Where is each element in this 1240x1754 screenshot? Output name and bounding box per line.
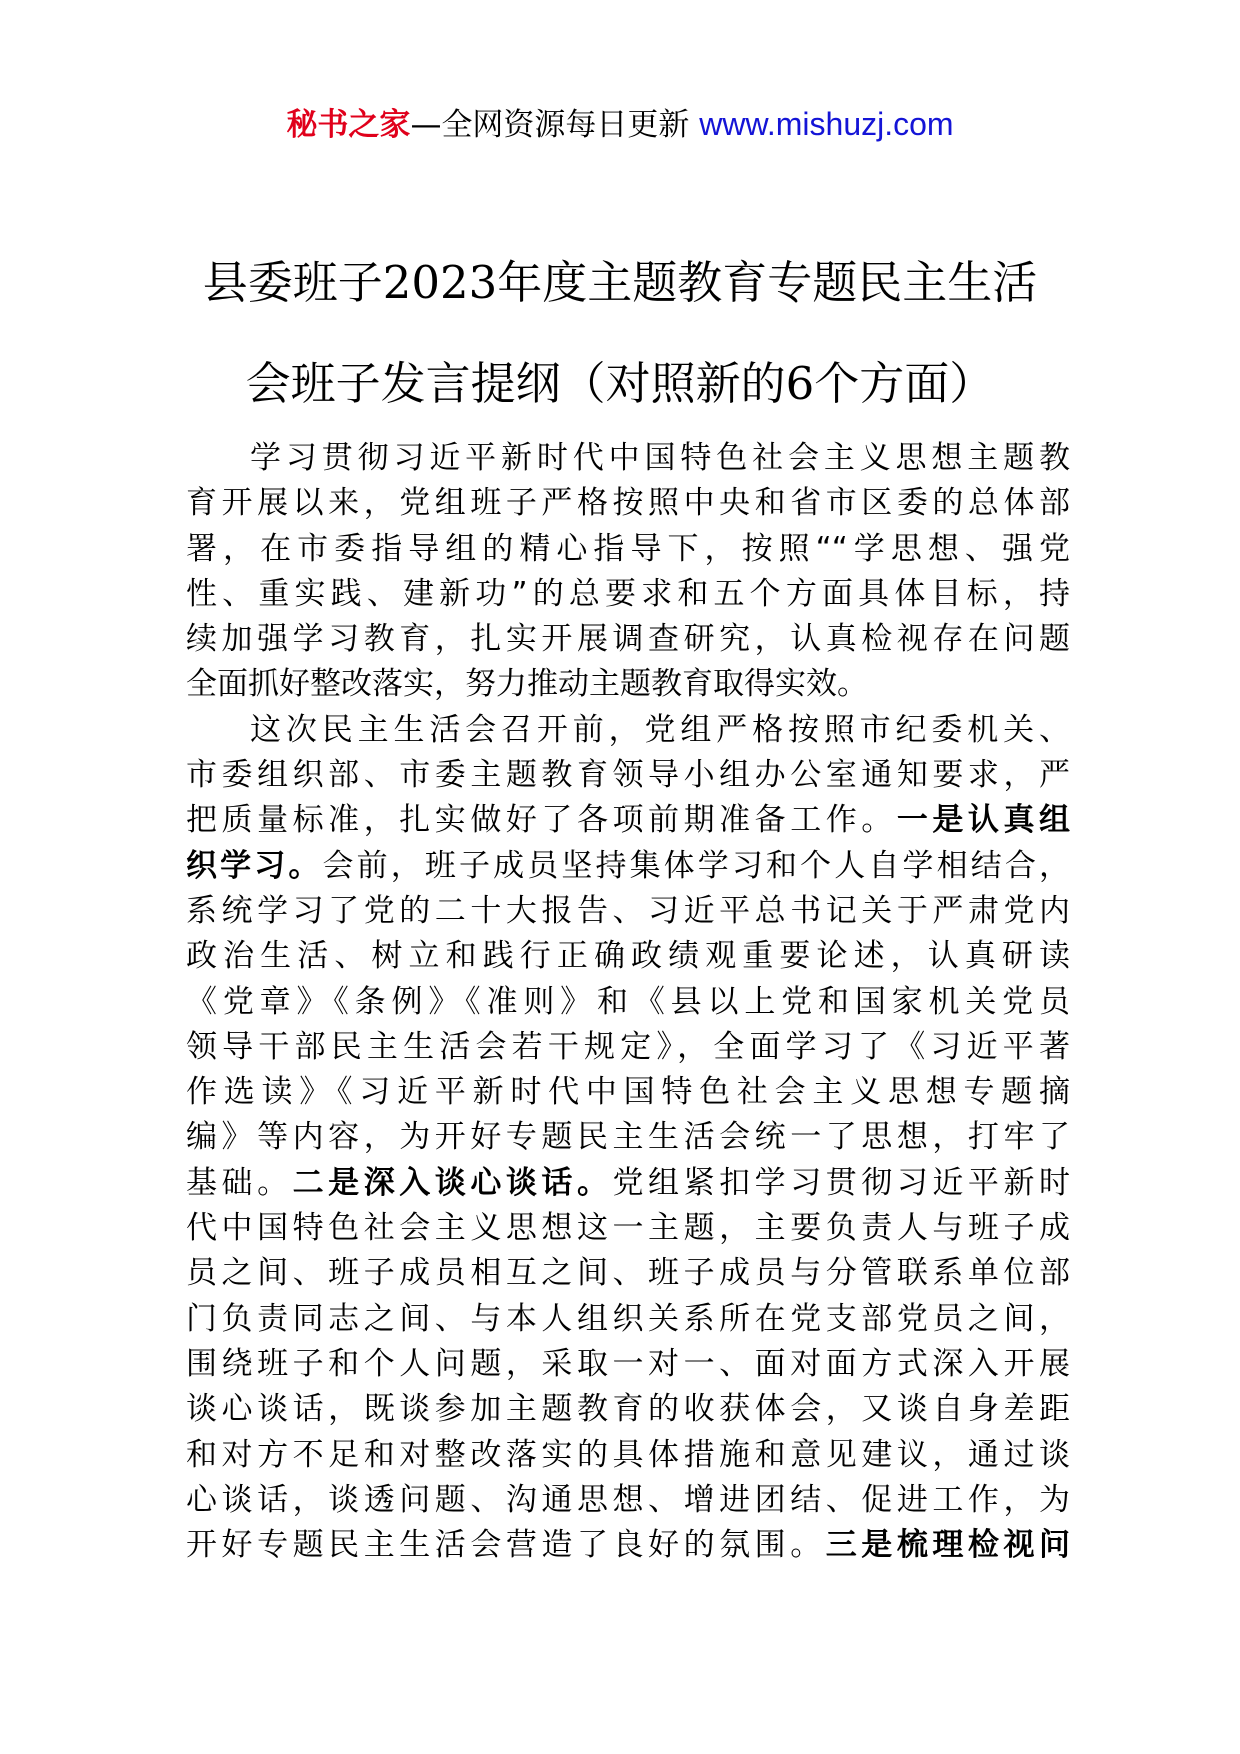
- paragraph-2-text: 基础。: [186, 1164, 293, 1201]
- paragraph-2-line-10: 编》等内容，为开好专题民主生活会统一了思想，打牢了: [186, 1119, 1070, 1156]
- paragraph-2-line-17: 和对方不足和对整改落实的具体措施和意见建议，通过谈: [186, 1436, 1070, 1473]
- paragraph-2-line-9: 作选读》《习近平新时代中国特色社会主义思想专题摘: [186, 1074, 1070, 1111]
- paragraph-2-text: 党组紧扣学习贯彻习近平新时: [612, 1164, 1070, 1201]
- document-title: [0, 232, 1240, 434]
- site-name: 秘书之家: [286, 107, 411, 143]
- paragraph-2-line-4: [186, 844, 1070, 889]
- paragraph-2-line-7: 《党章》《条例》《准则》和《县以上党和国家机关党员: [186, 983, 1070, 1020]
- title-line-1: 县委班子2023年度主题教育专题民主生活: [202, 256, 1038, 309]
- site-header: [0, 102, 1240, 147]
- point-two-heading: 二是深入谈心谈话。: [292, 1164, 613, 1201]
- paragraph-1-line-3: 署，在市委指导组的精心指导下，按照““学思想、强党: [186, 530, 1070, 567]
- paragraph-2-text: 把质量标准，扎实做好了各项前期准备工作。: [186, 802, 897, 839]
- paragraph-2-line-6: 政治生活、树立和践行正确政绩观重要论述，认真研读: [186, 938, 1070, 975]
- paragraph-2-line-16: 谈心谈话，既谈参加主题教育的收获体会，又谈自身差距: [186, 1391, 1070, 1428]
- paragraph-1-line-2: 育开展以来，党组班子严格按照中央和省市区委的总体部: [186, 485, 1070, 522]
- document-body: [186, 436, 1070, 1568]
- title-line-2: 会班子发言提纲（对照新的6个方面）: [245, 357, 995, 410]
- point-three-heading: 三是梳理检视问: [825, 1527, 1070, 1564]
- paragraph-2-line-1: 这次民主生活会召开前，党组严格按照市纪委机关、: [250, 711, 1070, 748]
- paragraph-1-line-5: 续加强学习教育，扎实开展调查研究，认真检视存在问题: [186, 621, 1070, 658]
- point-one-heading: 一是认真组: [896, 802, 1071, 839]
- paragraph-2-line-19: [186, 1523, 1070, 1568]
- point-one-heading-end: 织学习。: [186, 847, 323, 884]
- paragraph-2-text: 开好专题民主生活会营造了良好的氛围。: [186, 1527, 826, 1564]
- site-tagline: —全网资源每日更新: [410, 107, 690, 143]
- paragraph-2-text: 会前，班子成员坚持集体学习和个人自学相结合，: [322, 847, 1071, 884]
- paragraph-2-line-2: 市委组织部、市委主题教育领导小组办公室通知要求，严: [186, 757, 1070, 794]
- paragraph-2-line-12: 代中国特色社会主义思想这一主题，主要负责人与班子成: [186, 1210, 1070, 1247]
- paragraph-2-line-8: 领导干部民主生活会若干规定》，全面学习了《习近平著: [186, 1028, 1070, 1065]
- paragraph-2-line-3: [186, 798, 1070, 843]
- paragraph-2-line-11: [186, 1161, 1070, 1206]
- paragraph-2-line-15: 围绕班子和个人问题，采取一对一、面对面方式深入开展: [186, 1345, 1070, 1382]
- paragraph-2-line-13: 员之间、班子成员相互之间、班子成员与分管联系单位部: [186, 1255, 1070, 1292]
- site-url-link[interactable]: www.mishuzj.com: [699, 106, 954, 142]
- paragraph-2-line-18: 心谈话，谈透问题、沟通思想、增进团结、促进工作，为: [186, 1481, 1070, 1518]
- paragraph-1-line-6: 全面抓好整改落实，努力推动主题教育取得实效。: [186, 666, 868, 703]
- paragraph-1-line-1: 学习贯彻习近平新时代中国特色社会主义思想主题教: [250, 440, 1070, 476]
- paragraph-1-line-4: 性、重实践、建新功”的总要求和五个方面具体目标，持: [186, 575, 1070, 612]
- paragraph-2-line-14: 门负责同志之间、与本人组织关系所在党支部党员之间，: [186, 1300, 1070, 1337]
- paragraph-2-line-5: 系统学习了党的二十大报告、习近平总书记关于严肃党内: [186, 892, 1070, 929]
